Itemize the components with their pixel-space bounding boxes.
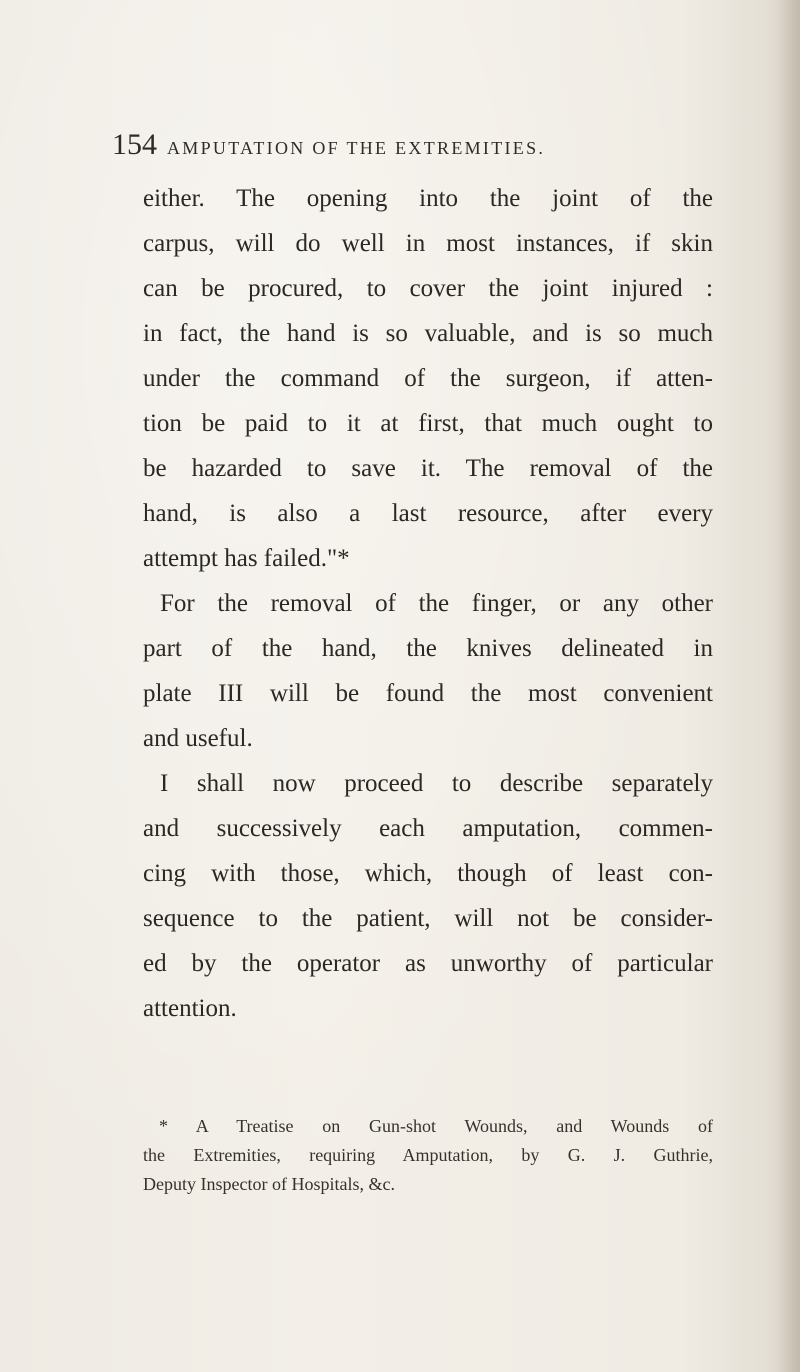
body-text — [143, 176, 713, 1031]
text-line: sequence to the patient, will not be consider- — [143, 905, 713, 932]
footnote — [143, 1112, 713, 1199]
page-edge-shadow — [778, 0, 800, 1372]
text-line: For the removal of the finger, or any other — [160, 590, 713, 617]
footnote-line: * A Treatise on Gun-shot Wounds, and Wounds of — [159, 1116, 713, 1136]
text-line: tion be paid to it at first, that much ought to — [143, 410, 713, 437]
footnote-line: the Extremities, requiring Amputation, by G. J. Guthrie, — [143, 1145, 713, 1165]
footnote-line: Deputy Inspector of Hospitals, &c. — [143, 1174, 395, 1194]
text-line: ed by the operator as unworthy of particular — [143, 950, 713, 977]
text-line: part of the hand, the knives delineated in — [143, 635, 713, 662]
text-line: attention. — [143, 995, 237, 1022]
text-line: carpus, will do well in most instances, if skin — [143, 230, 713, 257]
text-line: plate III will be found the most convenient — [143, 680, 713, 707]
text-line: hand, is also a last resource, after every — [143, 500, 713, 527]
running-head: AMPUTATION OF THE EXTREMITIES. — [167, 138, 546, 158]
text-line: in fact, the hand is so valuable, and is so much — [143, 320, 713, 347]
text-line: be hazarded to save it. The removal of the — [143, 455, 713, 482]
text-line: either. The opening into the joint of the — [143, 185, 713, 212]
page-number: 154 — [112, 128, 157, 161]
text-line: attempt has failed."* — [143, 545, 350, 572]
text-line: can be procured, to cover the joint injured : — [143, 275, 713, 302]
page-header — [112, 128, 712, 168]
text-line: and useful. — [143, 725, 253, 752]
text-line: cing with those, which, though of least con- — [143, 860, 713, 887]
text-line: I shall now proceed to describe separately — [160, 770, 713, 797]
text-line: under the command of the surgeon, if atten- — [143, 365, 713, 392]
text-line: and successively each amputation, commen- — [143, 815, 713, 842]
